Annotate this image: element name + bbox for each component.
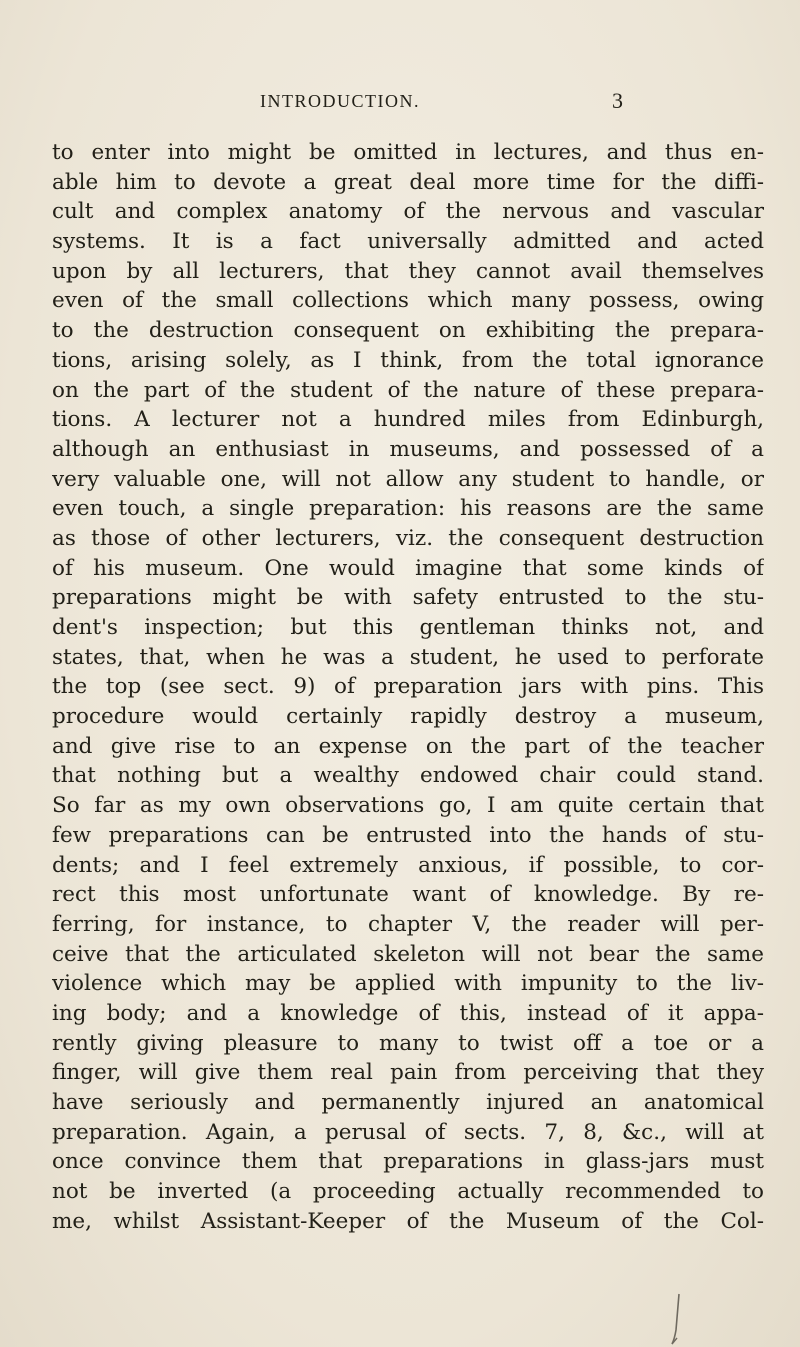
text-line: dents; and I feel extremely anxious, if possible, to cor- xyxy=(52,852,764,878)
running-head xyxy=(0,86,800,116)
text-line: that nothing but a wealthy endowed chair could stand. xyxy=(52,763,764,789)
text-line: of his museum. One would imagine that some kinds of xyxy=(52,555,764,581)
text-line: although an enthusiast in museums, and possessed of a xyxy=(52,436,764,462)
text-line: to enter into might be omitted in lectures, and thus en- xyxy=(52,140,764,165)
text-line: even of the small collections which many possess, owing xyxy=(52,288,764,314)
text-line: the top (see sect. 9) of preparation jars with pins. This xyxy=(52,674,764,700)
text-line: procedure would certainly rapidly destroy a museum, xyxy=(52,704,764,730)
text-line: upon by all lecturers, that they cannot avail themselves xyxy=(52,258,764,284)
running-title: INTRODUCTION. xyxy=(260,91,420,111)
text-line: cult and complex anatomy of the nervous and vascular xyxy=(52,199,764,225)
text-line: states, that, when he was a student, he used to perforate xyxy=(52,644,764,670)
text-line: ing body; and a knowledge of this, instead of it appa- xyxy=(52,1000,764,1026)
text-line: me, whilst Assistant-Keeper of the Museum of the Col- xyxy=(52,1208,764,1234)
page-number: 3 xyxy=(612,88,623,113)
text-line: able him to devote a great deal more time for the diffi- xyxy=(52,169,764,195)
text-line: ceive that the articulated skeleton will not bear the same xyxy=(52,941,764,967)
text-line: once convince them that preparations in glass-jars must xyxy=(52,1149,764,1175)
text-line: on the part of the student of the nature of these prepara- xyxy=(52,377,764,403)
text-line: violence which may be applied with impunity to the liv- xyxy=(52,971,764,997)
text-line: systems. It is a fact universally admitted and acted xyxy=(52,229,764,255)
text-line: rect this most unfortunate want of knowledge. By re- xyxy=(52,882,764,908)
text-line: preparation. Again, a perusal of sects. 7, 8, &c., will at xyxy=(52,1119,764,1145)
text-line: rently giving pleasure to many to twist off a toe or a xyxy=(52,1030,764,1056)
page-stain-mark xyxy=(668,1292,686,1347)
text-line: to the destruction consequent on exhibiting the prepara- xyxy=(52,318,764,344)
text-line: preparations might be with safety entrusted to the stu- xyxy=(52,585,764,611)
text-line: have seriously and permanently injured an anatomical xyxy=(52,1090,764,1115)
text-line: and give rise to an expense on the part of the teacher xyxy=(52,733,764,759)
text-line: tions. A lecturer not a hundred miles from Edinburgh, xyxy=(52,407,764,433)
text-line: as those of other lecturers, viz. the consequent destruction xyxy=(52,525,764,551)
text-line: very valuable one, will not allow any student to handle, or xyxy=(52,466,764,492)
text-line: even touch, a single preparation: his reasons are the same xyxy=(52,496,764,522)
text-line: few preparations can be entrusted into the hands of stu- xyxy=(52,822,764,848)
text-line: dent's inspection; but this gentleman thinks not, and xyxy=(52,615,764,640)
text-line: finger, will give them real pain from perceiving that they xyxy=(52,1060,764,1086)
text-line: ferring, for instance, to chapter V, the reader will per- xyxy=(52,911,764,937)
text-line: tions, arising solely, as I think, from the total ignorance xyxy=(52,347,764,373)
body-text xyxy=(52,138,764,1236)
text-line: not be inverted (a proceeding actually recommended to xyxy=(52,1179,764,1205)
text-line: So far as my own observations go, I am quite certain that xyxy=(52,793,764,819)
